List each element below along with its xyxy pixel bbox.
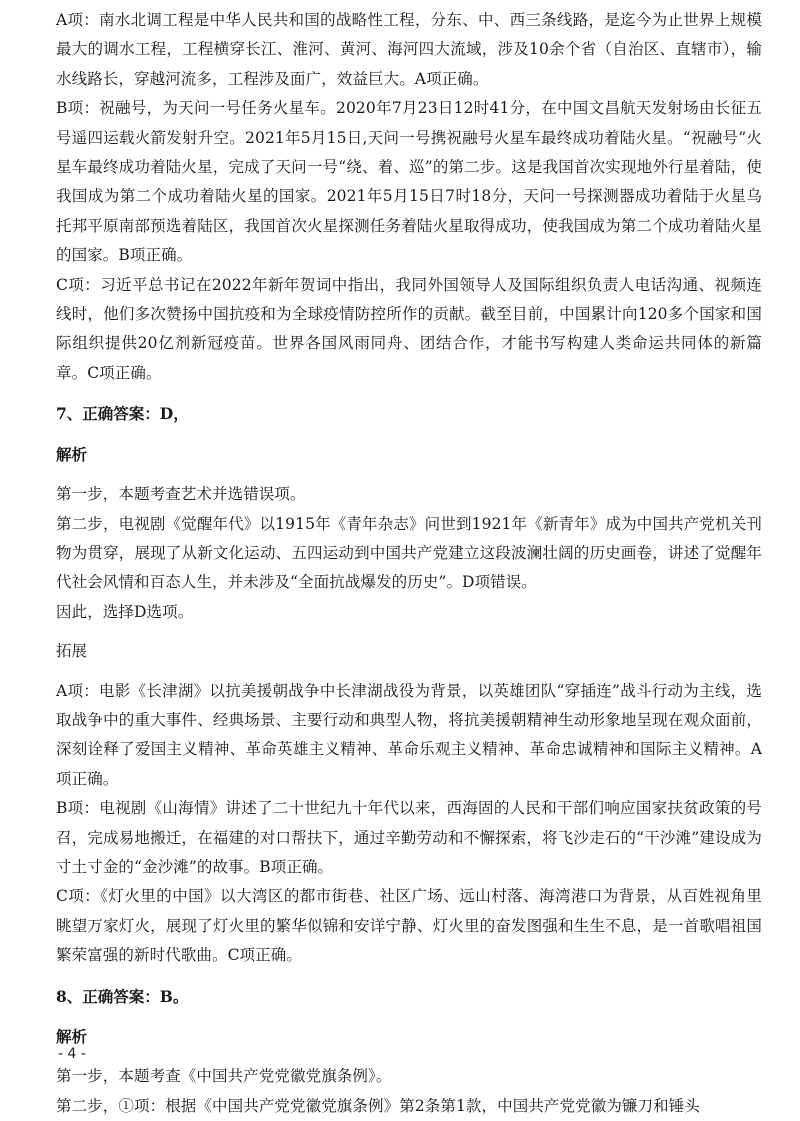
analysis-heading-7: 解析	[56, 444, 88, 464]
page-number: - 4 -	[58, 1046, 86, 1062]
extension-option-c: C项：《灯火里的中国》以大湾区的都市街巷、社区广场、远山村落、海湾港口为背景，从百姓视角里眺望万家灯火，展现了灯火里的繁华似锦和安详宁静、灯火里的奋发图强和生生不息，是一首歌唱祖国繁荣富强的新时代歌曲。C项正确。	[56, 887, 762, 965]
step-one-paragraph-8: 第一步，本题考查《中国共产党党徽党旗条例》。	[56, 1067, 392, 1086]
step-two-paragraph: 第二步，电视剧《觉醒年代》以1915年《青年杂志》问世到1921年《新青年》成为中国共产党机关刊物为贯穿，展现了从新文化运动、五四运动到中国共产党建立这段波澜壮阔的历史画卷，讲述了觉醒年代社会风情和百态人生，并未涉及“全面抗战爆发的历史”。D项错误。	[56, 514, 762, 592]
document-page	[56, 6, 762, 1121]
option-c-paragraph: C项：习近平总书记在2022年新年贺词中指出，我同外国领导人及国际组织负责人电话沟通、视频连线时，他们多次赞扬中国抗疫和为全球疫情防控所作的贡献。截至目前，中国累计向120多个国家和国际组织提供20亿剂新冠疫苗。世界各国风雨同舟、团结合作，才能书写构建人类命运共同体的新篇章。C项正确。	[56, 275, 762, 382]
step-one-paragraph: 第一步，本题考查艺术并选错误项。	[56, 485, 306, 504]
option-b-paragraph: B项：祝融号，为天问一号任务火星车。2020年7月23日12时41分，在中国文昌航天发射场由长征五号遥四运载火箭发射升空。2021年5月15日,天问一号携祝融号火星车最终成功着陆火星。“祝融号”火星车最终成功着陆火星，完成了天问一号“绕、着、巡”的第二步。这是我国首次实现地外行星着陆，使我国成为第二个成功着陆火星的国家。2021年5月15日7时18分，天问一号探测器成功着陆于火星乌托邦平原南部预选着陆区，我国首次火星探测任务着陆火星取得成功，使我国成为第二个成功着陆火星的国家。B项正确。	[56, 99, 762, 265]
option-a-paragraph: A项：南水北调工程是中华人民共和国的战略性工程，分东、中、西三条线路，是迄今为止世界上规模最大的调水工程，工程横穿长江、淮河、黄河、海河四大流域，涉及10余个省（自治区、直辖市），输水线路长，穿越河流多，工程涉及面广，效益巨大。A项正确。	[56, 11, 762, 88]
extension-option-b: B项：电视剧《山海情》讲述了二十世纪九十年代以来，西海固的人民和干部们响应国家扶贫政策的号召，完成易地搬迁，在福建的对口帮扶下，通过辛勤劳动和不懈探索，将飞沙走石的“干沙滩”建设成为寸土寸金的“金沙滩”的故事。B项正确。	[56, 799, 762, 876]
extension-option-a: A项：电影《长津湖》以抗美援朝战争中长津湖战役为背景，以英雄团队“穿插连”战斗行动为主线，选取战争中的重大事件、经典场景、主要行动和典型人物，将抗美援朝精神生动形象地呈现在观众面前，深刻诠释了爱国主义精神、革命英雄主义精神、革命乐观主义精神、革命忠诚精神和国际主义精神。A项正确。	[56, 681, 762, 788]
analysis-heading-8: 解析	[56, 1027, 88, 1046]
step-two-paragraph-8: 第二步，①项：根据《中国共产党党徽党旗条例》第2条第1款，中国共产党党徽为镰刀和锤头	[56, 1096, 700, 1115]
conclusion-paragraph: 因此，选择D选项。	[56, 602, 194, 621]
extension-label: 拓展	[56, 642, 88, 661]
question-7-answer-heading: 7、正确答案：D，	[56, 404, 189, 424]
question-8-answer-heading: 8、正确答案：B。	[56, 986, 189, 1006]
